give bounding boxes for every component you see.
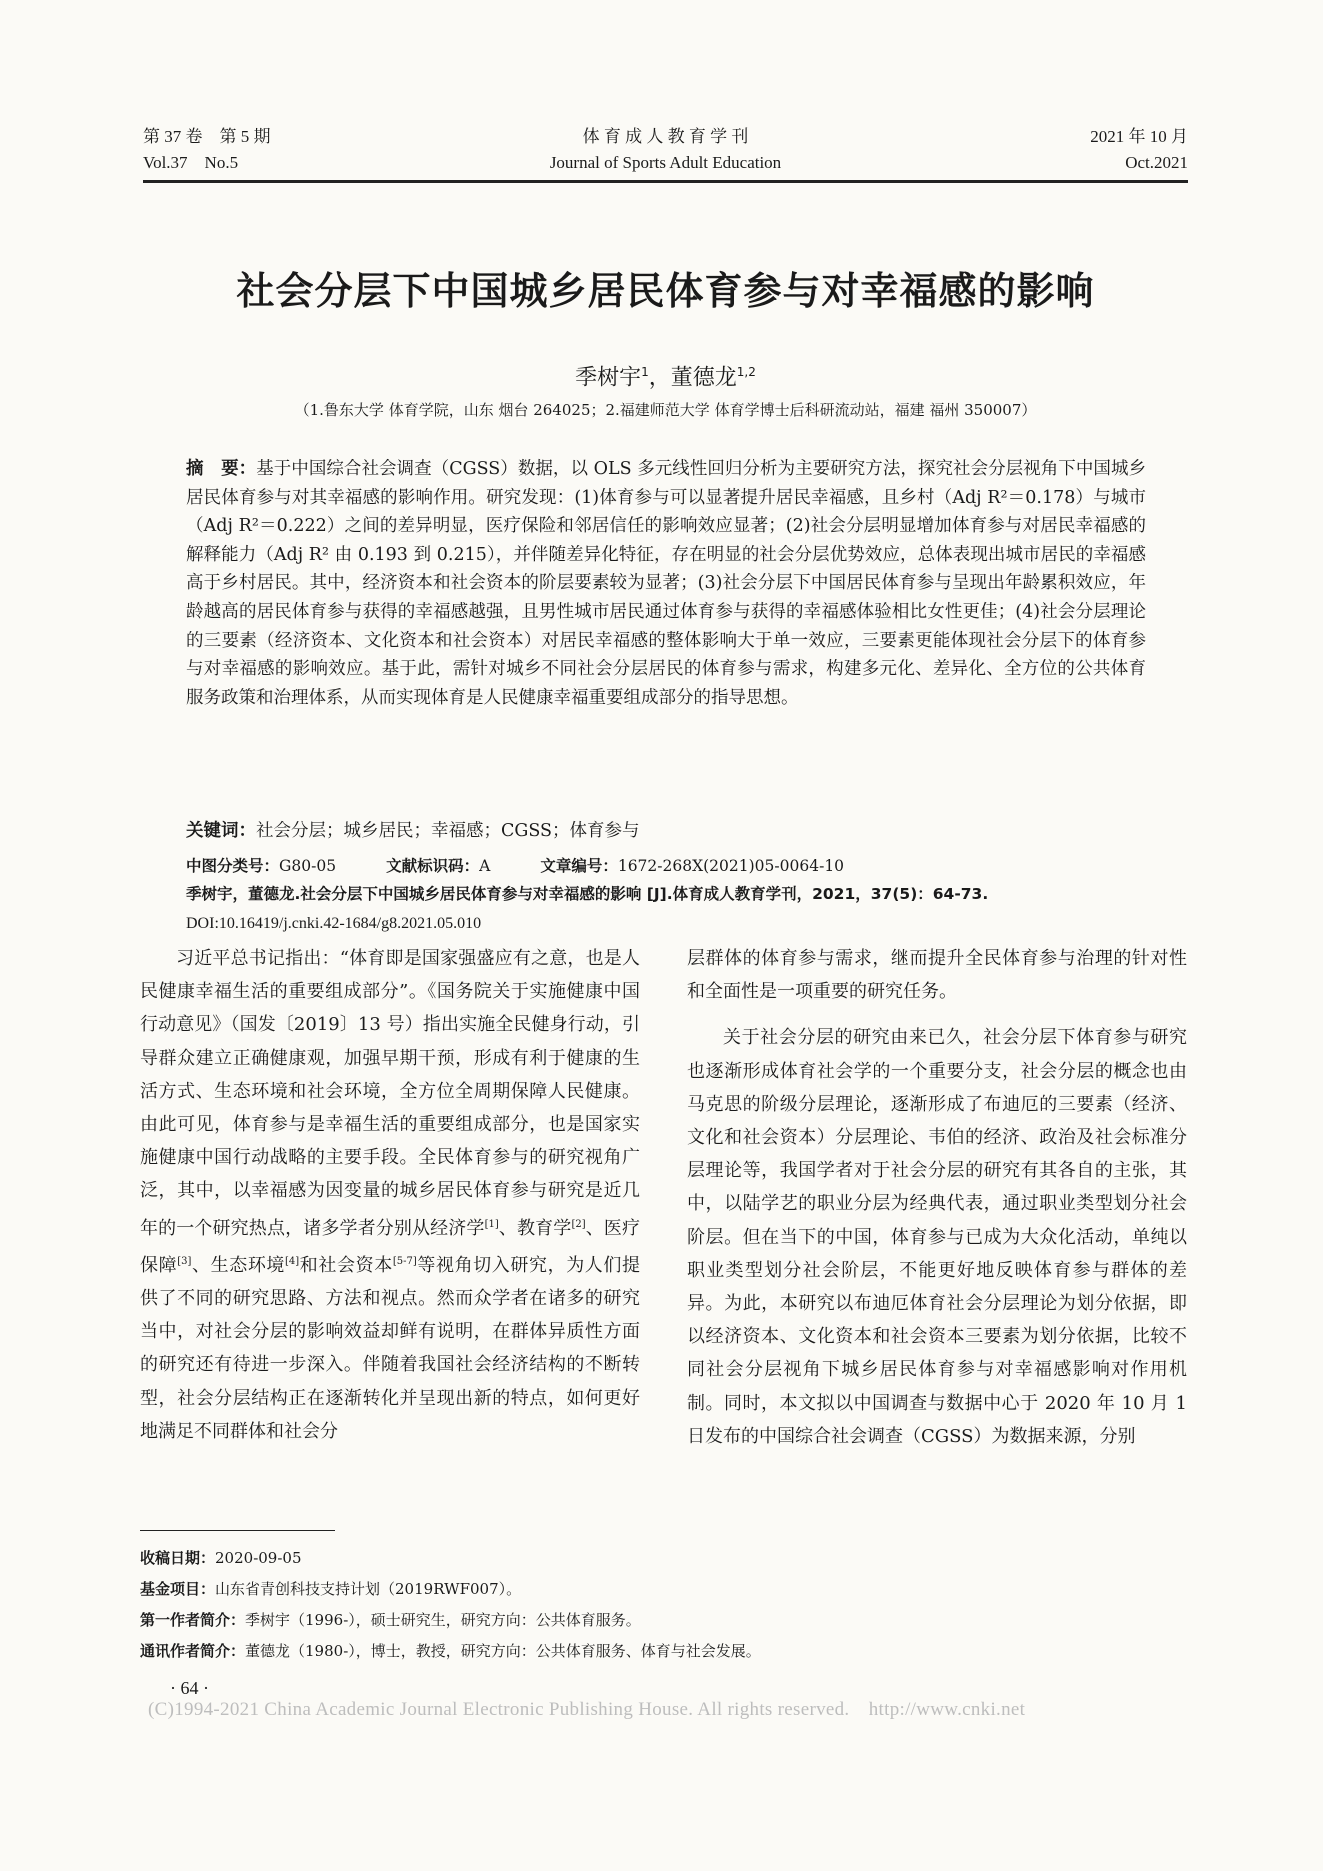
reference-mark: [4] <box>285 1255 300 1267</box>
author-name: 季树宇 <box>575 365 642 391</box>
body-column-left <box>140 942 640 1448</box>
header-rule <box>143 180 1188 183</box>
keywords-text: 社会分层；城乡居民；幸福感；CGSS；体育参与 <box>256 821 640 841</box>
reference-mark: [5-7] <box>392 1255 417 1267</box>
reference-mark: [2] <box>571 1218 586 1230</box>
footnote-received: 收稿日期：2020-09-05 <box>140 1549 302 1567</box>
body-paragraph: 层群体的体育参与需求，继而提升全民体育参与治理的针对性和全面性是一项重要的研究任务。 <box>687 948 1187 1003</box>
author-name: 董德龙 <box>670 365 737 391</box>
footnote-fund: 基金项目：山东省青创科技支持计划（2019RWF007）。 <box>140 1580 522 1598</box>
author-separator: ， <box>648 365 671 391</box>
header-journal-cn: 体 育 成 人 教 育 学 刊 <box>582 127 749 146</box>
doc-code-label: 文献标识码： <box>386 857 480 875</box>
header-issue-en: Vol.37 No.5 <box>143 153 239 172</box>
header-journal-en: Journal of Sports Adult Education <box>549 153 782 172</box>
abstract <box>186 455 1146 712</box>
abstract-label: 摘 要： <box>186 459 257 479</box>
header-date-cn: 2021 年 10 月 <box>1090 127 1188 146</box>
page-number: · 64 · <box>170 1678 209 1698</box>
header-issue-cn: 第 37 卷 第 5 期 <box>143 127 271 146</box>
article-no-value: 1672-268X(2021)05-0064-10 <box>617 857 845 875</box>
body-paragraph: 习近平总书记指出：“体育即是国家强盛应有之意，也是人民健康幸福生活的重要组成部分”。《国务院关于实施健康中国行动意见》（国发〔2019〕13 号）指出实施全民健身行动，引导群众建立正确健康观，加强早期干预，形成有利于健康的生活方式、生态环境和社会环境，全方位全周期保障人民健康。由此可见，体育参与是幸福生活的重要组成部分，也是国家实施健康中国行动战略的主要手段。全民体育参与的研究视角广泛，其中，以幸福感为因变量的城乡居民体育参与研究是近几年的一个研究热点，诸多学者分别从经济学[1]、教育学[2]、医疗保障[3]、生态环境[4]和社会资本[5-7]等视角切入研究，为人们提供了不同的研究思路、方法和视点。然而众学者在诸多的研究当中，对社会分层的影响效益却鲜有说明，在群体异质性方面的研究还有待进一步深入。伴随着我国社会经济结构的不断转型，社会分层结构正在逐渐转化并呈现出新的特点，如何更好地满足不同群体和社会分 <box>140 948 641 1442</box>
keywords <box>186 817 1146 845</box>
copyright-notice: (C)1994-2021 China Academic Journal Electronic Publishing House. All rights reserved. http://www.cnki.net <box>148 1699 1026 1720</box>
header-date-en: Oct.2021 <box>1125 153 1188 172</box>
citation: 季树宇，董德龙.社会分层下中国城乡居民体育参与对幸福感的影响 [J].体育成人教育学刊，2021，37(5)：64-73. <box>186 885 989 903</box>
body-paragraph: 关于社会分层的研究由来已久，社会分层下体育参与研究也逐渐形成体育社会学的一个重要分支，社会分层的概念也由马克思的阶级分层理论，逐渐形成了布迪厄的三要素（经济、文化和社会资本）分层理论、韦伯的经济、政治及社会标准分层理论等，我国学者对于社会分层的研究有其各自的主张，其中，以陆学艺的职业分层为经典代表，通过职业类型划分社会阶层。但在当下的中国，体育参与已成为大众化活动，单纯以职业类型划分社会阶层，不能更好地反映体育参与群体的差异。为此，本研究以布迪厄体育社会分层理论为划分依据，即以经济资本、文化资本和社会资本三要素为划分依据，比较不同社会分层视角下城乡居民体育参与对幸福感影响对作用机制。同时，本文拟以中国调查与数据中心于 2020 年 10 月 1 日发布的中国综合社会调查（CGSS）为数据来源，分别 <box>687 1027 1187 1447</box>
affiliation: （1.鲁东大学 体育学院，山东 烟台 264025；2.福建师范大学 体育学博士后科研流动站，福建 福州 350007） <box>294 401 1037 419</box>
classification-line <box>186 852 1146 880</box>
keywords-label: 关键词： <box>186 821 256 841</box>
footnote-corresponding-author: 通讯作者简介：董德龙（1980-），博士，教授，研究方向：公共体育服务、体育与社会发展。 <box>140 1642 761 1660</box>
footnote-first-author: 第一作者简介：季树宇（1996-），硕士研究生，研究方向：公共体育服务。 <box>140 1611 641 1629</box>
header-journal <box>143 124 1188 176</box>
running-header <box>143 124 1188 184</box>
body-column-right <box>687 942 1187 1453</box>
doc-code-value: A <box>479 857 491 875</box>
header-date <box>1090 124 1188 176</box>
clc-label: 中图分类号： <box>186 857 280 875</box>
abstract-text: 基于中国综合社会调查（CGSS）数据，以 OLS 多元线性回归分析为主要研究方法，探究社会分层视角下中国城乡居民体育参与对其幸福感的影响作用。研究发现：(1)体育参与可以显著提升居民幸福感，且乡村（Adj R²＝0.178）与城市（Adj R²＝0.222）之间的差异明显，医疗保险和邻居信任的影响效应显著；(2)社会分层明显增加体育参与对居民幸福感的解释能力（Adj R² 由 0.193 到 0.215），并伴随差异化特征，存在明显的社会分层优势效应，总体表现出城市居民的幸福感高于乡村居民。其中，经济资本和社会资本的阶层要素较为显著；(3)社会分层下中国居民体育参与呈现出年龄累积效应，年龄越高的居民体育参与获得的幸福感越强，且男性城市居民通过体育参与获得的幸福感体验相比女性更佳；(4)社会分层理论的三要素（经济资本、文化资本和社会资本）对居民幸福感的整体影响大于单一效应，三要素更能体现社会分层下的体育参与对幸福感的影响效应。基于此，需针对城乡不同社会分层居民的体育参与需求，构建多元化、差异化、全方位的公共体育服务政策和治理体系，从而实现体育是人民健康幸福重要组成部分的指导思想。 <box>186 459 1146 708</box>
paper-title: 社会分层下中国城乡居民体育参与对幸福感的影响 <box>236 269 1095 313</box>
doi: DOI:10.16419/j.cnki.42-1684/g8.2021.05.010 <box>186 915 482 932</box>
author-line <box>143 356 1188 394</box>
author-affil-mark: 1,2 <box>736 365 756 379</box>
footnote-rule <box>140 1530 335 1531</box>
footnotes <box>140 1543 1140 1667</box>
article-no-label: 文章编号： <box>540 857 618 875</box>
author-affil-mark: 1 <box>641 365 649 379</box>
reference-mark: [3] <box>177 1255 192 1267</box>
clc-value: G80-05 <box>279 857 337 875</box>
reference-mark: [1] <box>484 1218 499 1230</box>
